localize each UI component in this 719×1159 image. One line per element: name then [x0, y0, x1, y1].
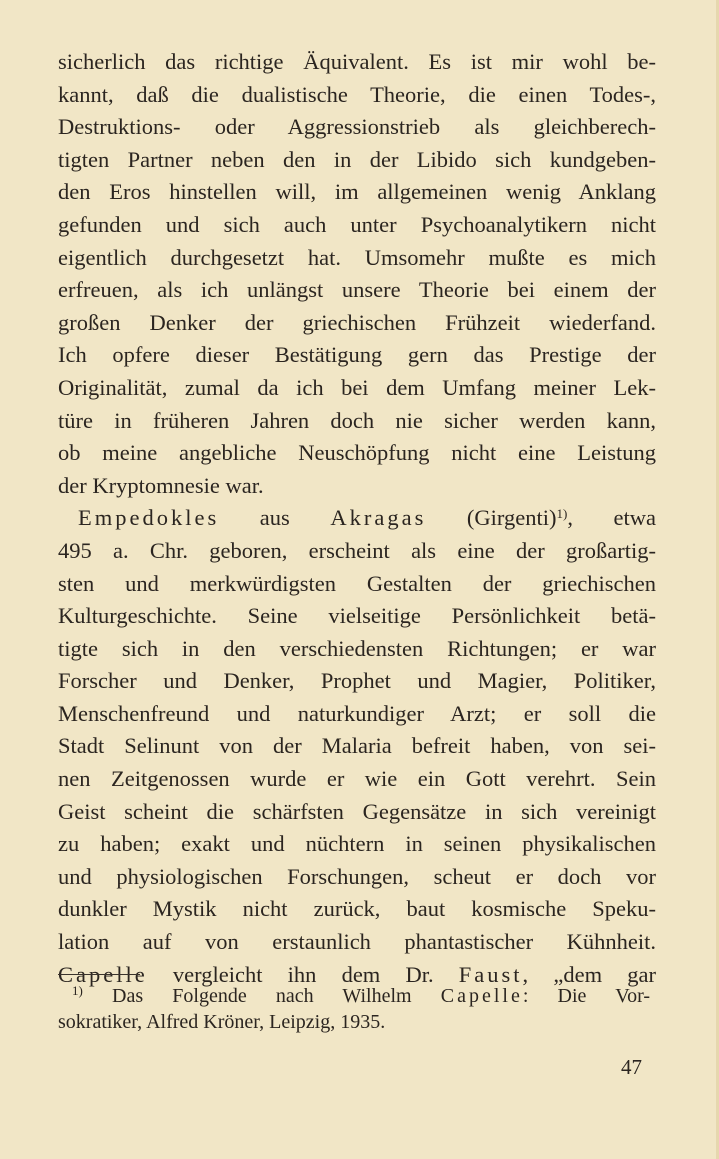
- spaced-name: Capelle: [440, 985, 523, 1007]
- text-line: nen Zeitgenossen wurde er wie ein Gott verehrt. Sein: [58, 766, 656, 792]
- footnote-line: [58, 983, 650, 1009]
- text-line: und physiologischen Forschungen, scheut er doch vor: [58, 863, 656, 889]
- text-line: erfreuen, als ich unlängst unsere Theorie bei einem der: [58, 277, 656, 303]
- footnote-reference: 1): [556, 506, 568, 522]
- paragraph-start-line: [58, 502, 656, 535]
- spaced-name: Akragas: [330, 505, 427, 531]
- text-line: ob meine angebliche Neuschöpfung nicht eine Leistung: [58, 440, 656, 466]
- text-line: den Eros hinstellen will, im allgemeinen wenig Anklang: [58, 179, 656, 205]
- text-line: dunkler Mystik nicht zurück, baut kosmische Speku-: [58, 896, 656, 922]
- text-fragment: , etwa: [567, 505, 657, 531]
- text-line: Kulturgeschichte. Seine vielseitige Persönlichkeit betä-: [58, 603, 656, 629]
- footnote-line: sokratiker, Alfred Kröner, Leipzig, 1935.: [58, 1011, 386, 1033]
- text-line: Geist scheint die schärfsten Gegensätze in sich vereinigt: [58, 798, 656, 824]
- text-line: gefunden und sich auch unter Psychoanalytikern nicht: [58, 211, 656, 237]
- spaced-name: Empedokles: [78, 505, 220, 531]
- page-number: 47: [621, 1055, 642, 1079]
- spaced-name: Faust: [458, 961, 523, 987]
- text-line: lation auf von erstaunlich phantastischer Kühnheit.: [58, 929, 656, 955]
- footnote-mark: 1): [72, 983, 83, 998]
- text-line: der Kryptomnesie war.: [58, 472, 264, 498]
- footnote: [58, 983, 650, 1035]
- text-line: eigentlich durchgesetzt hat. Umsomehr mußte es mich: [58, 244, 656, 270]
- main-text: [58, 46, 656, 991]
- text-line: 495 a. Chr. geboren, erscheint als eine der großartig-: [58, 537, 656, 563]
- text-fragment: aus: [219, 505, 331, 531]
- text-line: großen Denker der griechischen Frühzeit wiederfand.: [58, 309, 656, 335]
- text-fragment: , „dem gar: [522, 961, 656, 987]
- text-line: türe in früheren Jahren doch nie sicher werden kann,: [58, 407, 656, 433]
- footnote-divider: [58, 974, 140, 975]
- text-line: Forscher und Denker, Prophet und Magier, Politiker,: [58, 668, 656, 694]
- text-line: Originalität, zumal da ich bei dem Umfang meiner Lek-: [58, 374, 656, 400]
- text-line: Stadt Selinunt von der Malaria befreit haben, von sei-: [58, 733, 656, 759]
- text-line: sten und merkwürdigsten Gestalten der griechischen: [58, 570, 656, 596]
- text-fragment: Das Folgende nach Wilhelm: [82, 985, 441, 1007]
- text-line: zu haben; exakt und nüchtern in seinen physikalischen: [58, 831, 656, 857]
- text-line: Ich opfere dieser Bestätigung gern das Prestige der: [58, 342, 656, 368]
- spaced-name: Capelle: [58, 961, 148, 987]
- text-line: Menschenfreund und naturkundiger Arzt; er soll die: [58, 700, 656, 726]
- text-line: sicherlich das richtige Äquivalent. Es ist mir wohl be-: [58, 49, 656, 74]
- text-fragment: vergleicht ihn dem Dr.: [147, 961, 459, 987]
- text-line: Destruktions- oder Aggressionstrieb als gleichberech-: [58, 114, 656, 140]
- text-line: kannt, daß die dualistische Theorie, die einen Todes-,: [58, 81, 656, 107]
- text-line: tigte sich in den verschiedensten Richtungen; er war: [58, 635, 656, 661]
- text-fragment: (Girgenti): [426, 505, 557, 531]
- text-fragment: : Die Vor-: [522, 985, 650, 1007]
- text-line: tigten Partner neben den in der Libido sich kundgeben-: [58, 146, 656, 172]
